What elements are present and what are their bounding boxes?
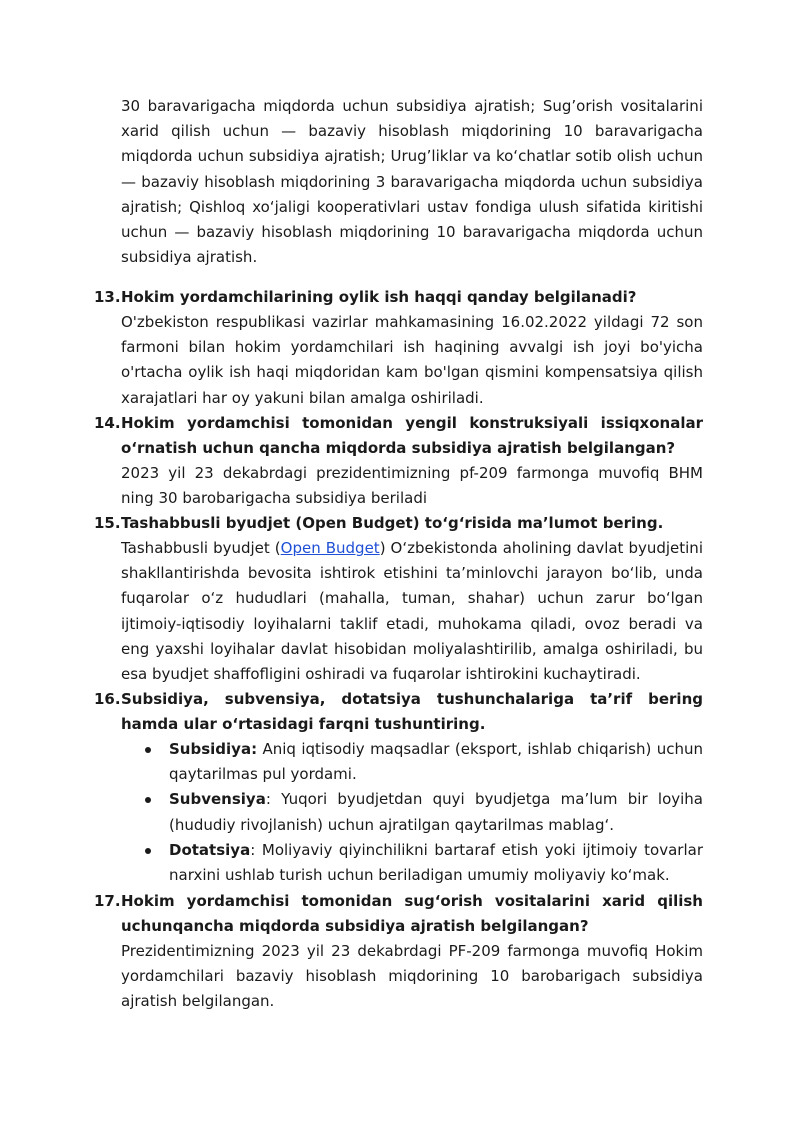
list-item <box>145 787 703 837</box>
question-16-number: 16. <box>94 690 121 708</box>
question-14-answer: 2023 yil 23 dekabrdagi prezidentimizning pf-209 farmonga muvofiq BHM ning 30 barobarigacha subsidiya beriladi <box>121 464 703 508</box>
question-17-title: Hokim yordamchisi tomonidan sug‘orish vositalarini xarid qilish uchunqancha miqdorda subsidiya ajratish belgilangan? <box>121 892 703 936</box>
definition-text: : Yuqori byudjetdan quyi byudjetga ma’lum bir loyiha (hududiy rivojlanish) uchun ajratilgan qaytarilmas mablag‘. <box>169 790 703 834</box>
question-13-number: 13. <box>94 288 121 306</box>
term-dotatsiya: Dotatsiya <box>169 840 251 859</box>
definition-text: Aniq iqtisodiy maqsadlar (eksport, ishlab chiqarish) uchun qaytarilmas pul yordami. <box>169 740 703 784</box>
term-subvensiya: Subvensiya <box>169 790 266 809</box>
list-item <box>145 737 703 787</box>
definition-text: : Moliyaviy qiyinchilikni bartaraf etish yoki ijtimoiy tovarlar narxini ushlab turish uchun beriladigan umumiy moliyaviy ko‘mak. <box>169 840 703 885</box>
question-15-number: 15. <box>94 514 121 532</box>
bullet-icon <box>145 797 151 803</box>
question-15-answer <box>121 536 703 687</box>
question-17-number: 17. <box>94 892 121 910</box>
bullet-icon <box>145 747 151 753</box>
question-16-title: Subsidiya, subvensiya, dotatsiya tushunchalariga ta’rif bering hamda ular o‘rtasidagi farqni tushuntiring. <box>121 690 703 734</box>
question-17-answer: Prezidentimizning 2023 yil 23 dekabrdagi PF-209 farmonga muvofiq Hokim yordamchilari bazaviy hisoblash miqdorining 10 barobarigach subsidiya ajratish belgilangan. <box>121 942 703 1011</box>
term-subsidiya: Subsidiya: <box>169 740 258 758</box>
question-14-number: 14. <box>94 414 121 432</box>
question-13-answer: O'zbekiston respublikasi vazirlar mahkamasining 16.02.2022 yildagi 72 son farmoni bilan hokim yordamchilari ish haqining avvalgi ish joyi bo'yicha o'rtacha oylik ish haqi miqdoridan kam bo'lgan qismini kompensatsiya qilish xarajatlari har oy yakuni bilan amalga oshiriladi. <box>121 313 703 407</box>
definitions-list <box>145 737 703 888</box>
question-13-title: Hokim yordamchilarining oylik ish haqqi qanday belgilanadi? <box>121 288 637 306</box>
question-14-title: Hokim yordamchisi tomonidan yengil konstruksiyali issiqxonalar o‘rnatish uchun qancha miqdorda subsidiya ajratish belgilangan? <box>121 414 703 458</box>
question-15-title: Tashabbusli byudjet (Open Budget) to‘g‘risida ma’lumot bering. <box>121 514 664 532</box>
intro-paragraph: 30 baravarigacha miqdorda uchun subsidiya ajratish; Sug’orish vositalarini xarid qilish uchun — bazaviy hisoblash miqdorining 10 baravarigacha miqdorda uchun subsidiya ajratish; Urug’liklar va ko‘chatlar sotib olish uchun — bazaviy hisoblash miqdorining 3 baravarigacha miqdorda uchun subsidiya ajratish; Qishloq xo‘jaligi kooperativlari ustav fondiga ulush sifatida kiritishi uchun — bazaviy hisoblash miqdorining 10 baravarigacha miqdorda uchun subsidiya ajratish. <box>121 97 703 267</box>
open-budget-link[interactable]: Open Budget <box>280 539 380 557</box>
answer-text-before-link: Tashabbusli byudjet ( <box>121 539 281 557</box>
bullet-icon <box>145 848 151 854</box>
answer-text-after-link: ) O‘zbekistonda aholining davlat byudjetini shakllantirishda bevosita ishtirok etishini ta’minlovchi jarayon bo‘lib, unda fuqarolar o‘z hududlari (mahalla, tuman, shahar) uchun zarur bo‘lgan ijtimoiy-iqtisodiy loyihalarni taklif etadi, muhokama qiladi, ovoz beradi va eng yaxshi loyihalar davlat hisobidan moliyalashtirilib, amalga oshiriladi, bu esa byudjet shaffofligini oshiradi va fuqarolar ishtirokini kuchaytiradi. <box>121 539 703 684</box>
list-item <box>145 838 703 888</box>
